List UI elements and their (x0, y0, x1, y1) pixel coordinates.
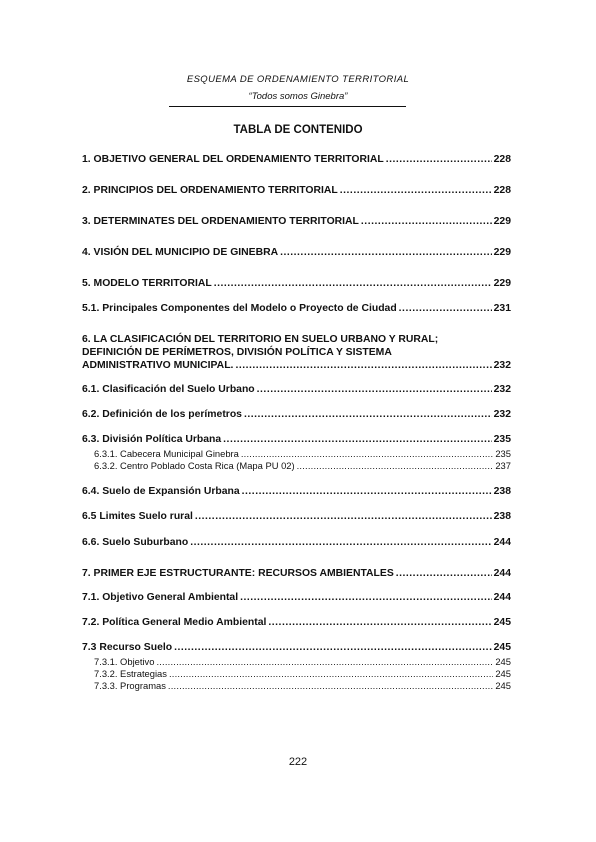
toc-entry-text: 6.3.1. Cabecera Municipal Ginebra (94, 448, 239, 459)
toc-entry-text-line2: DEFINICIÓN DE PERÍMETROS, DIVISIÓN POLÍTICA Y SISTEMA (82, 347, 392, 358)
toc-entry-page: 245 (493, 642, 511, 653)
leader-dots (268, 616, 491, 629)
toc-entry[interactable] (82, 246, 511, 259)
toc-entry-text: 6.3.2. Centro Poblado Costa Rica (Mapa PU 02) (94, 460, 295, 471)
toc-entry[interactable] (82, 433, 511, 446)
toc-entry-text: 6.2. Definición de los perímetros (82, 409, 242, 420)
toc-entry-text: 7.3.1. Objetivo (94, 656, 155, 667)
leader-dots (399, 302, 492, 315)
toc-entry-text: ADMINISTRATIVO MUNICIPAL. (82, 360, 234, 371)
toc-entry-text: 6.5 Limites Suelo rural (82, 511, 193, 522)
toc-entry-page: 237 (495, 460, 511, 471)
toc-entry-page: 235 (493, 434, 511, 445)
toc-entry-page: 245 (495, 656, 511, 667)
toc-subentry[interactable] (94, 656, 511, 668)
leader-dots (156, 656, 493, 668)
toc-entry[interactable] (82, 485, 511, 498)
toc-entry-text: 6.4. Suelo de Expansión Urbana (82, 486, 240, 497)
leader-dots (223, 433, 491, 446)
toc-entry[interactable] (82, 302, 511, 315)
toc-entry-page: 244 (493, 592, 511, 603)
toc-subentry[interactable] (94, 680, 511, 692)
leader-dots (168, 680, 493, 692)
leader-dots (195, 510, 492, 523)
header-rule (169, 106, 406, 107)
toc-entry-text: 7.3.2. Estrategias (94, 668, 167, 679)
leader-dots (396, 567, 492, 580)
leader-dots (340, 184, 492, 197)
toc-entry-text: 7.3 Recurso Suelo (82, 642, 173, 653)
toc-entry-page: 228 (493, 154, 511, 165)
toc-entry-page: 232 (493, 409, 511, 420)
document-header-title: ESQUEMA DE ORDENAMIENTO TERRITORIAL (186, 74, 410, 85)
toc-subentry[interactable] (94, 668, 511, 680)
toc-entry-page: 245 (493, 617, 511, 628)
leader-dots (169, 668, 493, 680)
leader-dots (242, 485, 492, 498)
toc-entry-text: 4. VISIÓN DEL MUNICIPIO DE GINEBRA (82, 247, 279, 258)
toc-entry[interactable] (82, 510, 511, 523)
toc-entry[interactable] (82, 383, 511, 396)
leader-dots (386, 153, 492, 166)
toc-entry-page: 245 (495, 668, 511, 679)
leader-dots (297, 460, 494, 472)
toc-entry-text-line1: 6. LA CLASIFICACIÓN DEL TERRITORIO EN SUELO URBANO Y RURAL; (82, 334, 439, 345)
toc-entry-page: 245 (495, 680, 511, 691)
toc-entry-multiline[interactable] (82, 333, 511, 359)
leader-dots (240, 591, 492, 604)
toc-entry-page: 238 (493, 511, 511, 522)
document-header-slogan: “Todos somos Ginebra” (248, 91, 348, 102)
toc-entry-page: 244 (493, 568, 511, 579)
toc-entry[interactable] (82, 277, 511, 290)
toc-entry-page: 238 (493, 486, 511, 497)
toc-entry-text: 1. OBJETIVO GENERAL DEL ORDENAMIENTO TERRITORIAL (82, 154, 384, 165)
toc-entry-page: 231 (493, 303, 511, 314)
toc-entry-page: 229 (493, 247, 511, 258)
toc-title: TABLA DE CONTENIDO (233, 124, 363, 136)
toc-entry-page: 229 (493, 216, 511, 227)
leader-dots (241, 448, 493, 460)
toc-entry-page: 244 (493, 537, 511, 548)
toc-entry[interactable] (82, 616, 511, 629)
toc-entry-page: 229 (493, 278, 511, 289)
toc-entry-text: 6.3. División Política Urbana (82, 434, 222, 445)
toc-entry-text: 6.1. Clasificación del Suelo Urbano (82, 384, 255, 395)
leader-dots (244, 408, 492, 421)
toc-entry[interactable] (82, 184, 511, 197)
toc-entry[interactable] (82, 536, 511, 549)
toc-entry-text: 7.2. Política General Medio Ambiental (82, 617, 267, 628)
page-number: 222 (288, 756, 308, 768)
toc-entry[interactable] (82, 153, 511, 166)
toc-entry-text: 2. PRINCIPIOS DEL ORDENAMIENTO TERRITORIAL (82, 185, 338, 196)
toc-entry-page: 228 (493, 185, 511, 196)
leader-dots (214, 277, 492, 290)
toc-entry[interactable] (82, 567, 511, 580)
toc-subentry[interactable] (94, 460, 511, 472)
toc-entry-text: 7.3.3. Programas (94, 680, 166, 691)
toc-entry-text: 3. DETERMINATES DEL ORDENAMIENTO TERRITORIAL (82, 216, 359, 227)
leader-dots (361, 215, 492, 228)
toc-entry-page: 235 (495, 448, 511, 459)
toc-entry[interactable] (82, 641, 511, 654)
toc-entry[interactable] (82, 215, 511, 228)
toc-entry-text: 5. MODELO TERRITORIAL (82, 278, 212, 289)
toc-entry-page: 232 (493, 384, 511, 395)
toc-entry-page: 232 (493, 360, 511, 371)
leader-dots (257, 383, 492, 396)
toc-subentry[interactable] (94, 448, 511, 460)
toc-entry-text: 6.6. Suelo Suburbano (82, 537, 189, 548)
toc-entry[interactable] (82, 408, 511, 421)
leader-dots (190, 536, 491, 549)
leader-dots (174, 641, 492, 654)
leader-dots (235, 359, 491, 372)
leader-dots (280, 246, 492, 259)
toc-entry[interactable] (82, 359, 511, 372)
toc-entry[interactable] (82, 591, 511, 604)
toc-entry-text: 7.1. Objetivo General Ambiental (82, 592, 239, 603)
toc-entry-text: 7. PRIMER EJE ESTRUCTURANTE: RECURSOS AMBIENTALES (82, 568, 394, 579)
toc-entry-text: 5.1. Principales Componentes del Modelo o Proyecto de Ciudad (82, 303, 397, 314)
